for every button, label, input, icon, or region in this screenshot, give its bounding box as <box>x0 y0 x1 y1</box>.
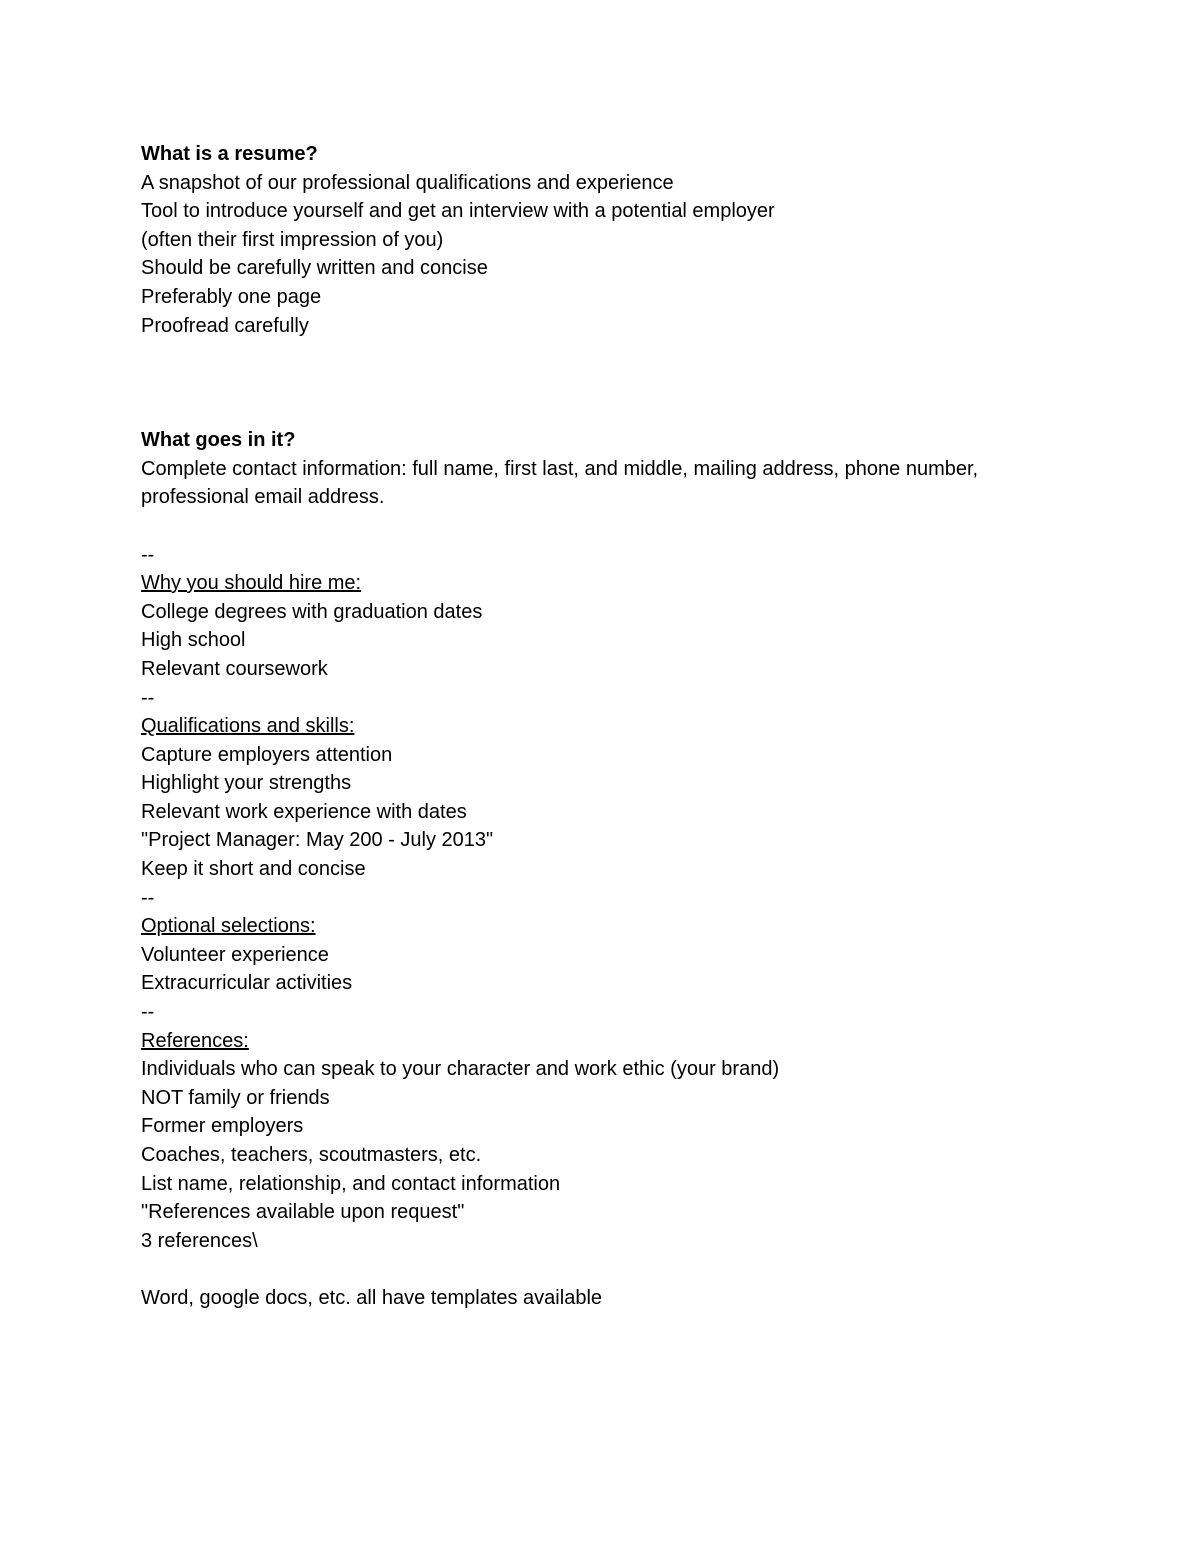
section-divider: -- <box>141 1001 155 1024</box>
subheading-qualifications: Qualifications and skills: <box>141 715 355 738</box>
subheading-optional-selections: Optional selections: <box>141 915 316 938</box>
list-item: Individuals who can speak to your character and work ethic (your brand) <box>141 1058 780 1081</box>
list-item: High school <box>141 629 246 652</box>
contact-info-paragraph: Complete contact information: full name, first last, and middle, mailing address, phone number, professional email address. <box>141 457 979 509</box>
list-item: Capture employers attention <box>141 743 393 766</box>
heading-what-goes-in-it: What goes in it? <box>141 429 296 452</box>
list-item: Highlight your strengths <box>141 772 352 795</box>
resume-definition-line: Tool to introduce yourself and get an interview with a potential employer <box>141 200 775 223</box>
resume-definition-line: (often their first impression of you) <box>141 228 444 251</box>
resume-definition-line: A snapshot of our professional qualifications and experience <box>141 171 674 194</box>
section-divider: -- <box>141 686 155 709</box>
list-item: Keep it short and concise <box>141 858 366 881</box>
heading-what-is-a-resume: What is a resume? <box>141 143 318 165</box>
list-item: Volunteer experience <box>141 943 329 966</box>
paragraph-spacer <box>141 1255 1081 1284</box>
resume-definition-line: Should be carefully written and concise <box>141 257 488 280</box>
paragraph-spacer <box>141 512 1081 541</box>
list-item: Extracurricular activities <box>141 972 353 995</box>
closing-note: Word, google docs, etc. all have templates available <box>141 1286 603 1309</box>
subheading-references: References: <box>141 1029 249 1052</box>
list-item: "References available upon request" <box>141 1201 465 1224</box>
section-divider: -- <box>141 543 155 566</box>
list-item: List name, relationship, and contact information <box>141 1172 561 1195</box>
list-item: College degrees with graduation dates <box>141 600 483 623</box>
section-divider: -- <box>141 886 155 909</box>
document-body <box>141 140 1081 1313</box>
list-item: NOT family or friends <box>141 1086 330 1109</box>
list-item: Coaches, teachers, scoutmasters, etc. <box>141 1144 482 1166</box>
list-item: Former employers <box>141 1115 304 1138</box>
section-spacer <box>141 340 1081 426</box>
subheading-why-hire-me: Why you should hire me: <box>141 572 362 595</box>
resume-definition-line: Proofread carefully <box>141 314 309 337</box>
list-item: Relevant work experience with dates <box>141 800 467 823</box>
list-item: "Project Manager: May 200 - July 2013" <box>141 829 494 852</box>
list-item: Relevant coursework <box>141 657 328 680</box>
list-item: 3 references\ <box>141 1229 258 1252</box>
resume-definition-line: Preferably one page <box>141 285 322 308</box>
